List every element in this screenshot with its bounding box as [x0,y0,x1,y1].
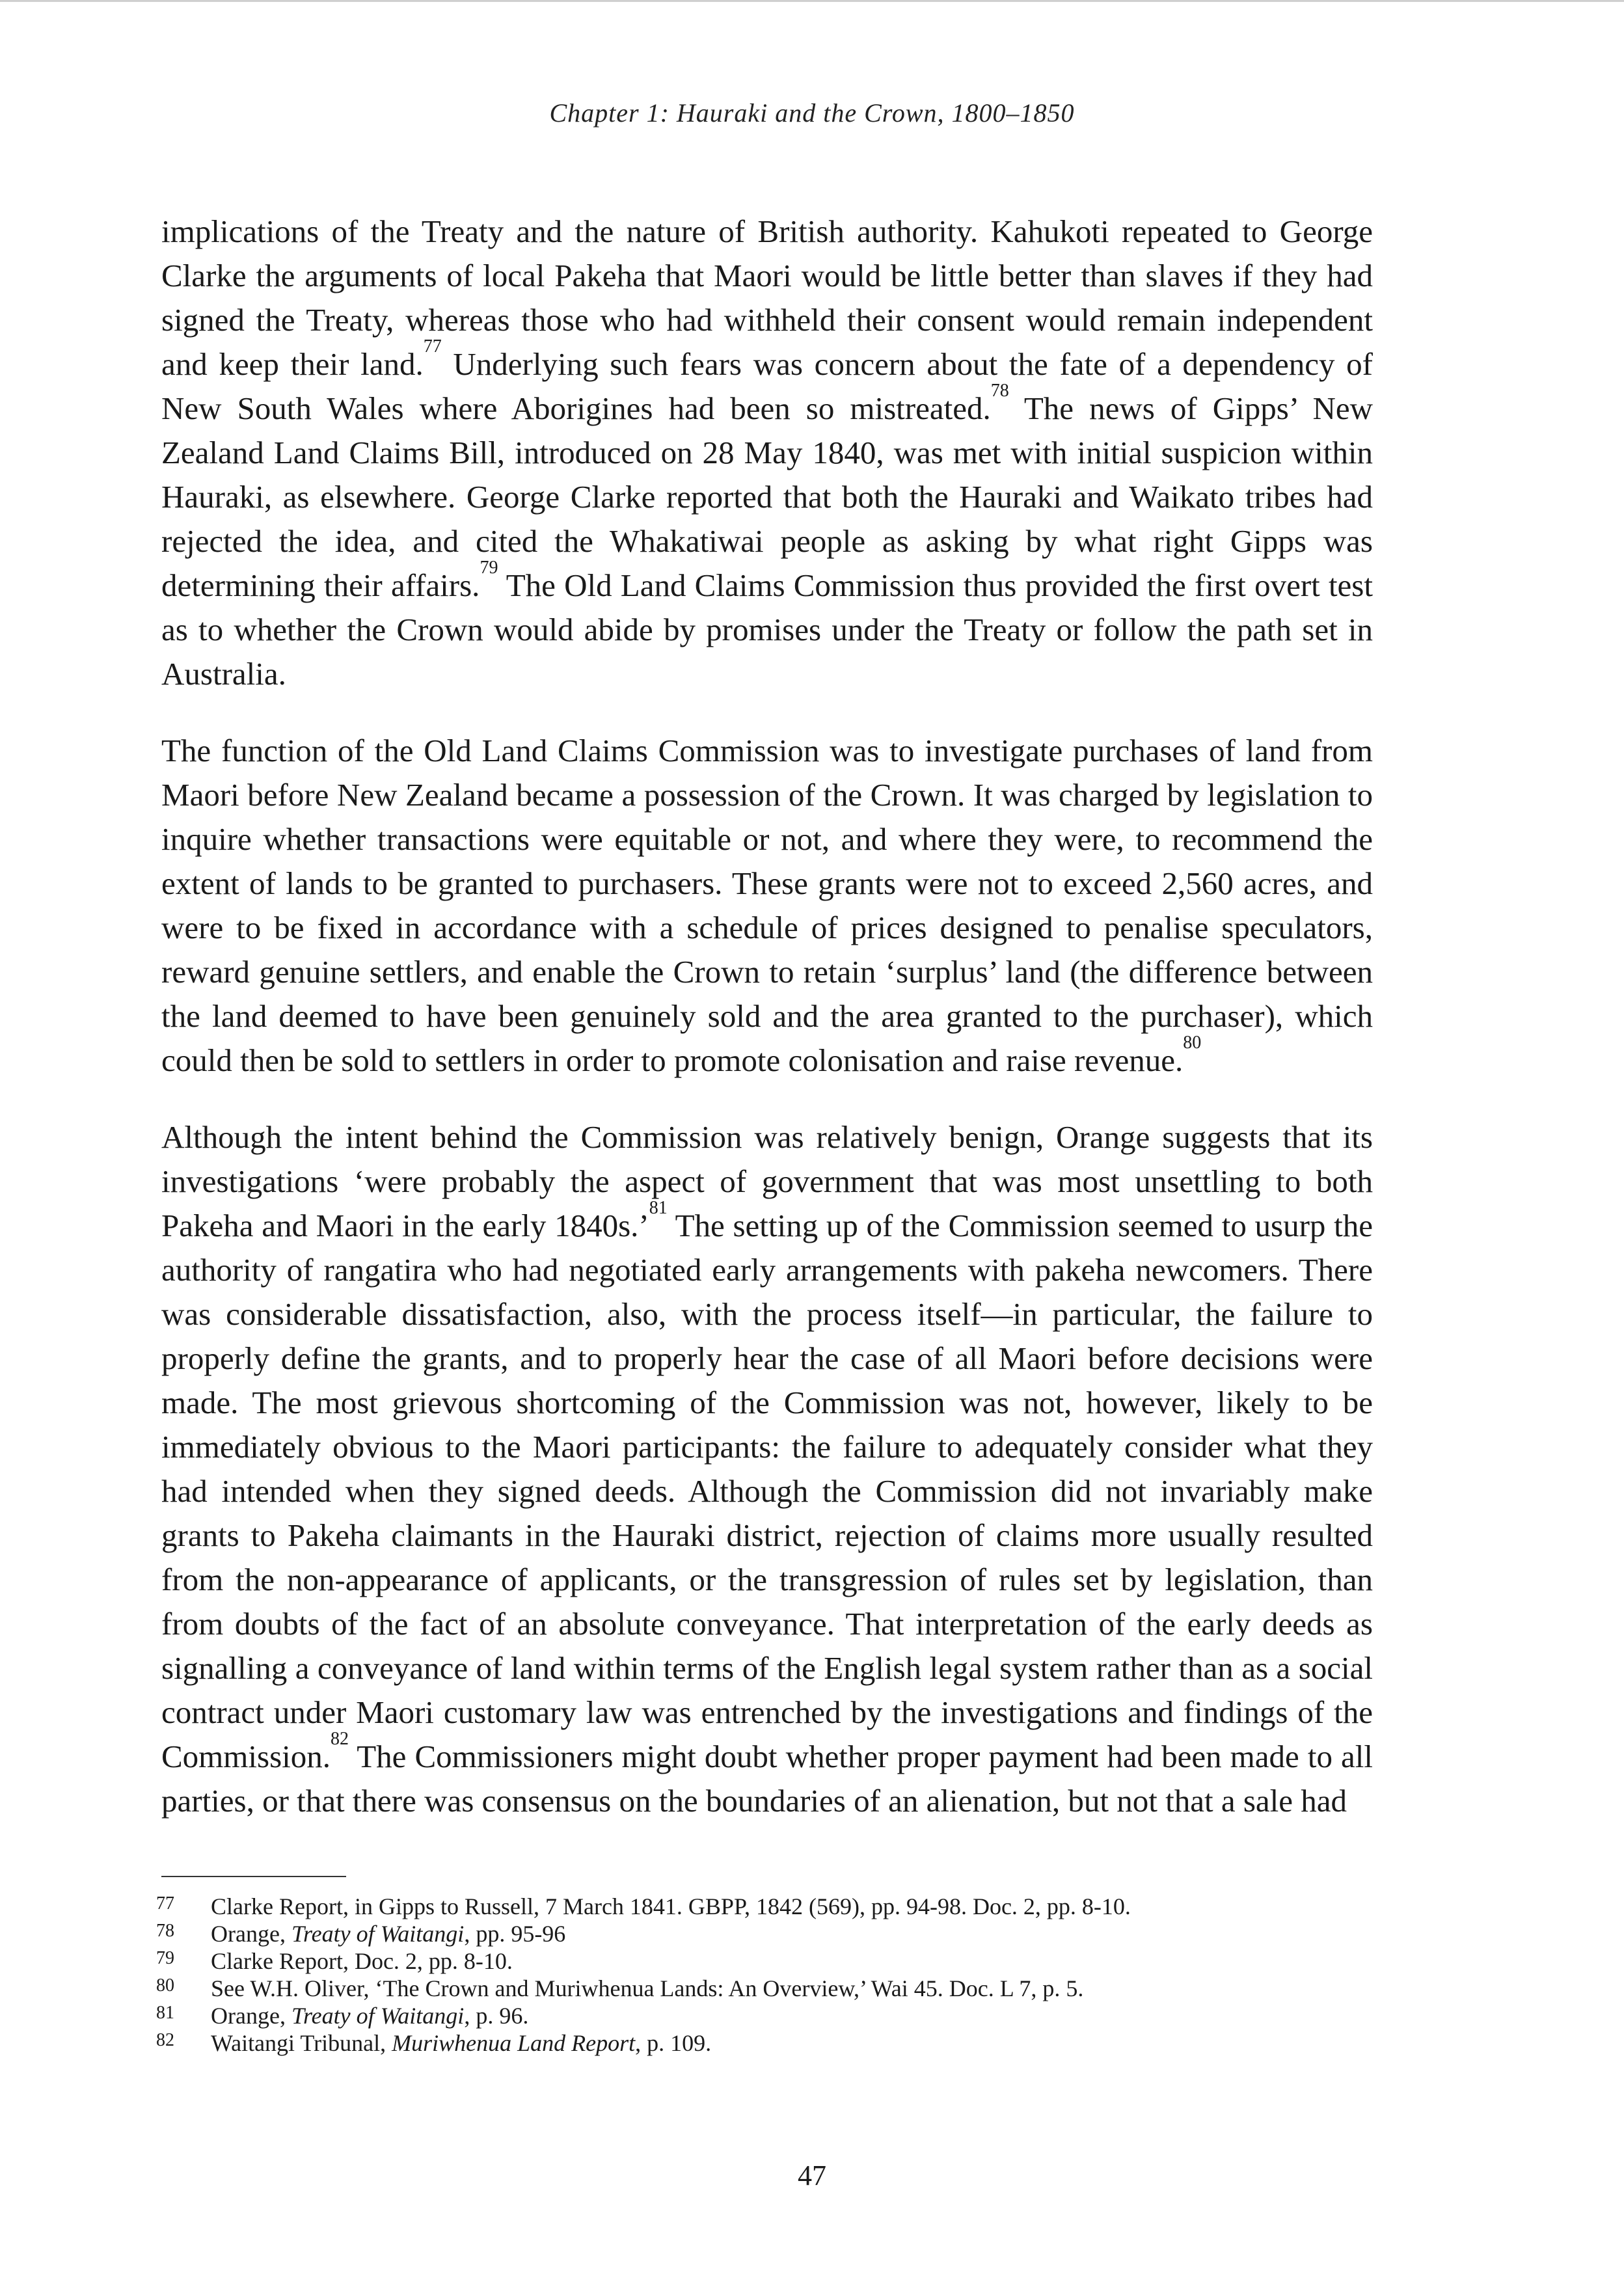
footnote-text-run: Clarke Report, Doc. 2, pp. 8-10. [211,1948,513,1974]
footnote-text [211,1949,1373,1974]
paragraph [161,729,1373,1083]
running-header: Chapter 1: Hauraki and the Crown, 1800–1850 [549,98,1075,128]
footnote-text [211,1921,1373,1947]
footnote-number: 78 [156,1921,174,1941]
footnote-number: 80 [156,1975,174,1996]
footnote-text-run: , p. 109. [635,2030,712,2056]
footnote [156,2003,1373,2031]
footnote [156,1976,1373,2003]
body-text [161,210,1373,1856]
text-run: The news of Gipps’ New Zealand Land Claims Bill, introduced on 28 May 1840, was met with initial suspicion within Hauraki, as elsewhere. George Clarke reported that both the Hauraki and Waikato tribes had rejected the idea, and cited the Whakatiwai people as asking by what right Gipps was determining their affairs. [161,390,1373,603]
footnote-title: Treaty of Waitangi [291,1921,465,1947]
text-run: The Commissioners might doubt whether proper payment had been made to all parties, or that there was consensus on the boundaries of an alienation, but not that a sale had [161,1739,1373,1819]
text-run: Although the intent behind the Commission was relatively benign, Orange suggests that its investigations ‘were probably the aspect of government that was most unsettling to both Pakeha and Maori in the early 1840s.’ [161,1119,1373,1243]
text-run: The function of the Old Land Claims Commission was to investigate purchases of land from Maori before New Zealand became a possession of the Crown. It was charged by legislation to inquire whether transactions were equitable or not, and where they were, to recommend the extent of lands to be granted to purchasers. These grants were not to exceed 2,560 acres, and were to be fixed in accordance with a schedule of prices designed to penalise speculators, reward genuine settlers, and enable the Crown to retain ‘surplus’ land (the difference between the land deemed to have been genuinely sold and the area granted to the purchaser), which could then be sold to settlers in order to promote colonisation and raise revenue. [161,733,1373,1078]
footnote-text [211,1894,1373,1919]
footnote-ref: 78 [990,380,1009,401]
footnote-separator [161,1876,346,1877]
footnote-ref: 79 [480,557,498,578]
footnotes [156,1894,1373,2058]
footnote-text-run: , pp. 95-96 [464,1921,566,1947]
footnote-title: Muriwhenua Land Report [392,2030,636,2056]
footnote [156,1894,1373,1921]
footnote-title: Treaty of Waitangi [291,2003,465,2029]
footnote-text [211,2003,1373,2029]
footnote-number: 81 [156,2003,174,2023]
footnote-number: 82 [156,2030,174,2050]
text-run: The setting up of the Commission seemed to usurp the authority of rangatira who had negotiated early arrangements with pakeha newcomers. There was considerable dissatisfaction, also, with the process itself—in particular, the failure to properly define the grants, and to properly hear the case of all Maori before decisions were made. The most grievous shortcoming of the Commission was not, however, likely to be immediately obvious to the Maori participants: the failure to adequately consider what they had intended when they signed deeds. Although the Commission did not invariably make grants to Pakeha claimants in the Hauraki district, rejection of claims more usually resulted from the non-appearance of applicants, or the transgression of rules set by legislation, than from doubts of the fact of an absolute conveyance. That interpretation of the early deeds as signalling a conveyance of land within terms of the English legal system rather than as a social contract under Maori customary law was entrenched by the investigations and findings of the Commission. [161,1208,1373,1774]
footnote-number: 79 [156,1948,174,1968]
footnote [156,1949,1373,1976]
footnote-number: 77 [156,1893,174,1914]
footnote-ref: 82 [331,1728,349,1749]
footnote [156,2031,1373,2058]
footnote-ref: 81 [649,1197,668,1218]
footnote-text-run: Waitangi Tribunal, [211,2030,392,2056]
text-run: implications of the Treaty and the nature of British authority. Kahukoti repeated to George Clarke the arguments of local Pakeha that Maori would be little better than slaves if they had signed the Treaty, whereas those who had withheld their consent would remain independent and keep their land. [161,213,1373,382]
page-number: 47 [798,2160,826,2191]
footnote-ref: 77 [423,336,442,357]
footnote-text-run: Orange, [211,2003,291,2029]
footnote-text-run: Orange, [211,1921,291,1947]
paragraph [161,1115,1373,1823]
paragraph [161,210,1373,696]
footnote-text-run: Clarke Report, in Gipps to Russell, 7 March 1841. GBPP, 1842 (569), pp. 94-98. Doc. 2, pp. 8-10. [211,1893,1131,1919]
footnote-ref: 80 [1183,1032,1202,1053]
text-run: Underlying such fears was concern about the fate of a dependency of New South Wales where Aborigines had been so mistreated. [161,346,1374,426]
footnote-text-run: , p. 96. [464,2003,529,2029]
footnote-text [211,2031,1373,2056]
page-top-edge [0,0,1624,2]
footnote-text [211,1976,1373,2001]
footnote [156,1921,1373,1949]
text-run: The Old Land Claims Commission thus provided the first overt test as to whether the Crown would abide by promises under the Treaty or follow the path set in Australia. [161,567,1373,692]
footnote-text-run: See W.H. Oliver, ‘The Crown and Muriwhenua Lands: An Overview,’ Wai 45. Doc. L 7, p. 5. [211,1975,1084,2001]
